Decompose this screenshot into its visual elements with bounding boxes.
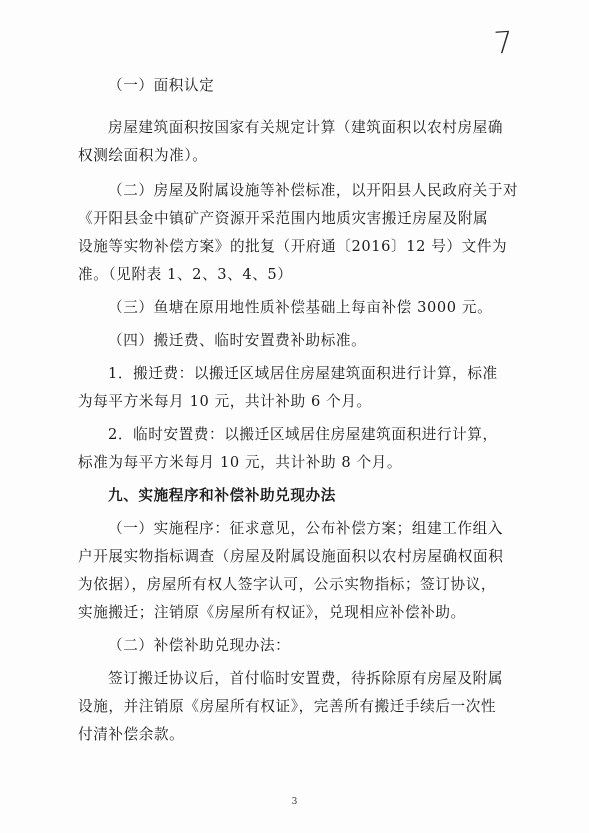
paragraph-line: 准。（见附表 1、2、3、4、5） xyxy=(78,266,293,283)
page-number: 3 xyxy=(291,797,298,807)
subheading-area-determination: （一）面积认定 xyxy=(108,77,215,94)
paragraph-line: （二）房屋及附属设施等补偿标准，以开阳县人民政府关于对 xyxy=(108,182,519,199)
paragraph-line: 户开展实物指标调查（房屋及附属设施面积以农村房屋确权面积 xyxy=(78,548,504,565)
paragraph-line: 实施搬迁；注销原《房屋所有权证》，兑现相应补偿补助。 xyxy=(78,604,466,621)
paragraph-line: 房屋建筑面积按国家有关规定计算（建筑面积以农村房屋确 xyxy=(108,119,504,136)
paragraph-line: 标准为每平方米每月 10 元，共计补助 8 个月。 xyxy=(78,454,403,471)
paragraph-line: 签订搬迁协议后，首付临时安置费，待拆除原有房屋及附属 xyxy=(108,670,504,687)
paragraph-line: （四）搬迁费、临时安置费补助标准。 xyxy=(108,332,367,349)
paragraph-line: 2．临时安置费：以搬迁区域居住房屋建筑面积进行计算， xyxy=(108,426,498,443)
paragraph-line: 付清补偿余款。 xyxy=(78,726,185,743)
subheading-compensation-method: （二）补偿补助兑现办法： xyxy=(108,637,291,654)
paragraph-line: 《开阳县金中镇矿产资源开采范围内地质灾害搬迁房屋及附属 xyxy=(78,210,489,227)
paragraph-line: （三）鱼塘在原用地性质补偿基础上每亩补偿 3000 元。 xyxy=(108,299,493,316)
handwritten-page-marker: 7 xyxy=(492,25,515,62)
paragraph-line: 为依据），房屋所有权人签字认可，公示实物指标；签订协议， xyxy=(78,576,497,593)
paragraph-line: 为每平方米每月 10 元，共计补助 6 个月。 xyxy=(78,393,372,410)
paragraph-line: 设施等实物补偿方案》的批复（开府通〔2016〕12 号）文件为 xyxy=(78,238,508,255)
paragraph-line: 1．搬迁费：以搬迁区域居住房屋建筑面积进行计算，标准 xyxy=(108,365,498,382)
section-heading-nine: 九、实施程序和补偿补助兑现办法 xyxy=(108,487,336,504)
paragraph-line: （一）实施程序：征求意见，公布补偿方案；组建工作组入 xyxy=(108,520,504,537)
paragraph-line: 权测绘面积为准）。 xyxy=(78,147,208,164)
paragraph-line: 设施，并注销原《房屋所有权证》，完善所有搬迁手续后一次性 xyxy=(78,698,497,715)
